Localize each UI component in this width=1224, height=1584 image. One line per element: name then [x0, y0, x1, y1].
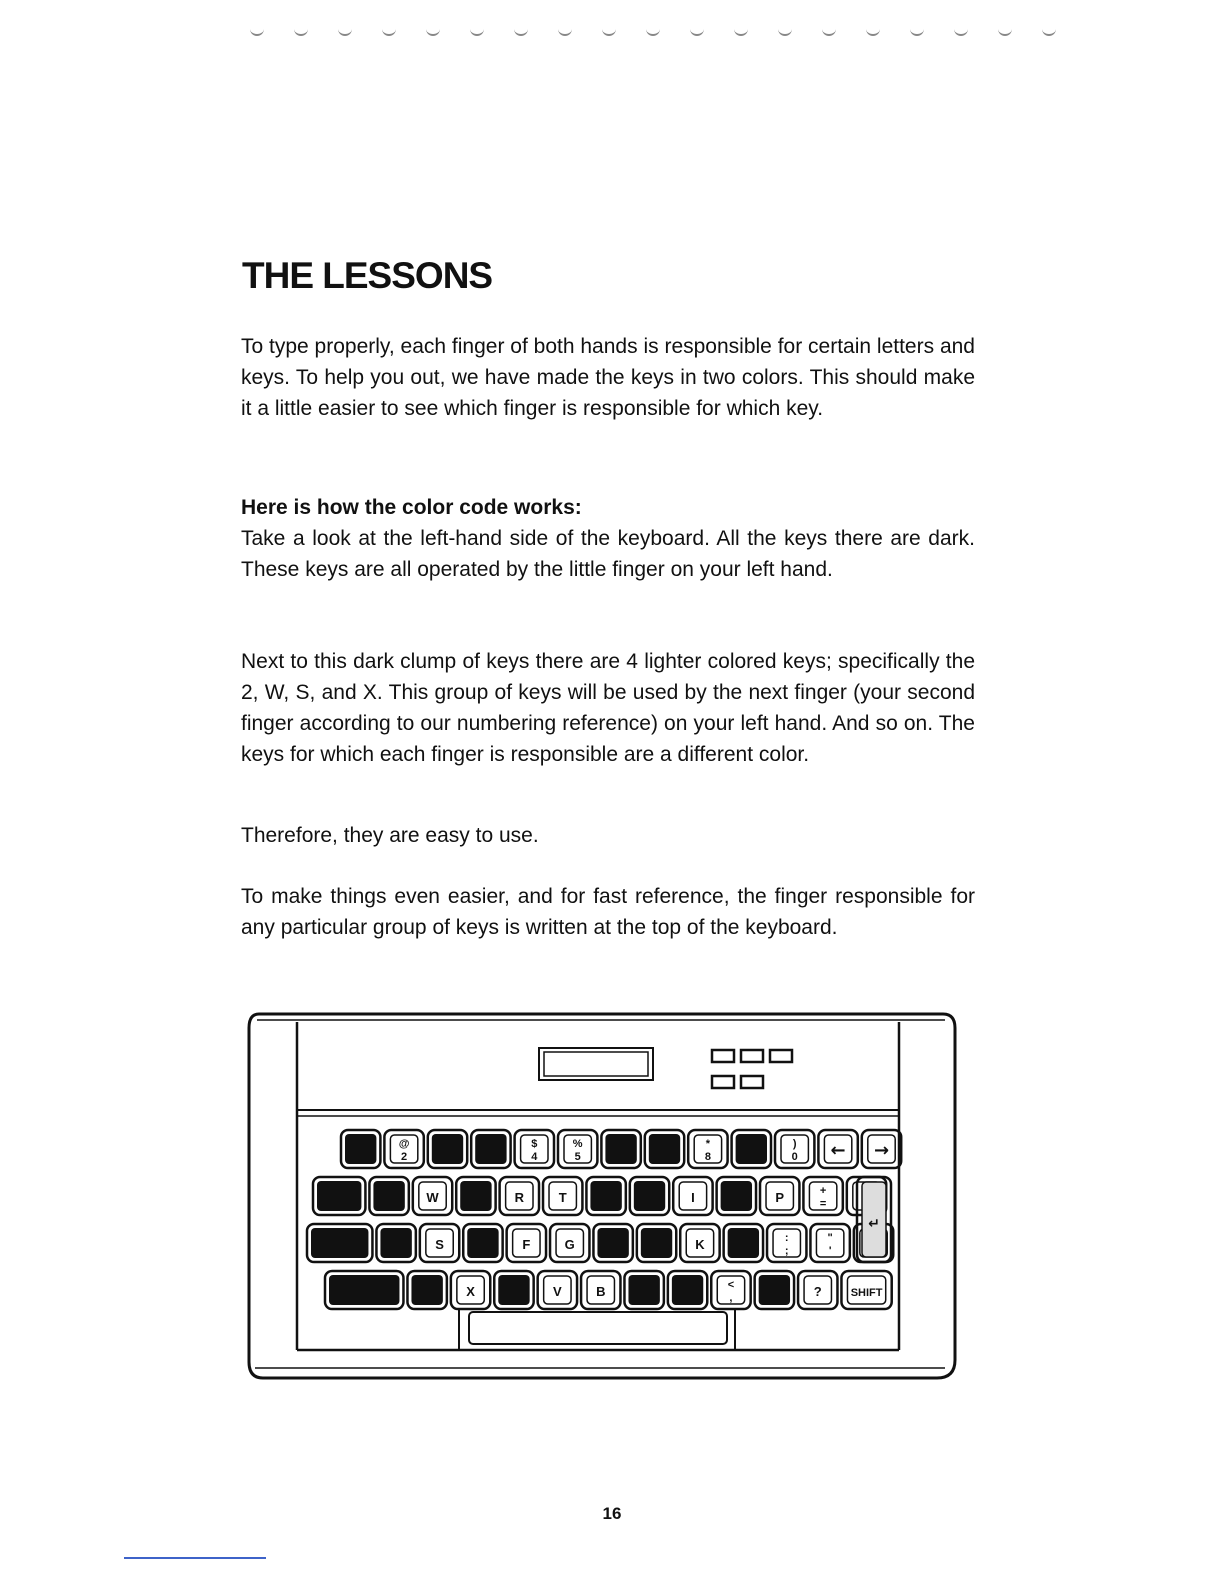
key-label: P	[775, 1190, 785, 1205]
light-key	[767, 1224, 806, 1262]
dark-key	[456, 1177, 495, 1215]
light-key	[550, 1224, 589, 1262]
return-key	[857, 1177, 891, 1262]
key-shift-label: %	[572, 1138, 583, 1150]
key-shift-label: *	[705, 1138, 711, 1150]
dark-key	[313, 1177, 365, 1215]
dark-key	[624, 1271, 663, 1309]
dark-key	[586, 1177, 625, 1215]
key-label: X	[466, 1284, 475, 1299]
perforation-mark	[1042, 28, 1056, 36]
key-label: K	[695, 1237, 705, 1252]
dark-key	[724, 1224, 763, 1262]
key-label: '	[828, 1245, 832, 1257]
paragraph-intro: To type properly, each finger of both hands is responsible for certain letters and keys. To help you out, we have made the keys in two colors. This should make it a little easier to see which finger is responsible for which key.	[241, 335, 975, 420]
perforation-mark	[954, 28, 968, 36]
perforation-marks	[250, 22, 1060, 42]
key-label: S	[435, 1237, 444, 1252]
perforation-mark	[382, 28, 396, 36]
key-label: 5	[574, 1151, 581, 1163]
key-label: B	[596, 1284, 606, 1299]
perforation-mark	[646, 28, 660, 36]
key-arrow: →	[873, 1140, 890, 1161]
dark-key	[471, 1130, 510, 1168]
key-shift-label: :	[784, 1232, 789, 1244]
light-key	[810, 1224, 849, 1262]
light-key	[558, 1130, 597, 1168]
dark-key	[369, 1177, 408, 1215]
perforation-mark	[734, 28, 748, 36]
page-title: THE LESSONS	[242, 255, 493, 296]
light-key	[515, 1130, 554, 1168]
dark-key	[668, 1271, 707, 1309]
perforation-mark	[294, 28, 308, 36]
key-shift-label: <	[727, 1279, 735, 1291]
light-key	[420, 1224, 459, 1262]
dark-key	[407, 1271, 446, 1309]
key-label: 0	[791, 1151, 798, 1163]
dark-key	[428, 1130, 467, 1168]
light-key	[818, 1130, 857, 1168]
dark-key	[717, 1177, 756, 1215]
light-key	[798, 1271, 837, 1309]
light-key	[711, 1271, 750, 1309]
perforation-mark	[558, 28, 572, 36]
page-number: 16	[602, 1504, 622, 1523]
paragraph-reference: To make things even easier, and for fast reference, the finger responsible for any particular group of keys is written at the top of the keyboard.	[241, 885, 975, 939]
key-shift-label: $	[531, 1138, 538, 1150]
perforation-mark	[910, 28, 924, 36]
key-label: G	[564, 1237, 575, 1252]
dark-key	[637, 1224, 676, 1262]
perforation-mark	[426, 28, 440, 36]
perforation-mark	[514, 28, 528, 36]
key-label: R	[514, 1190, 525, 1205]
key-label: V	[553, 1284, 562, 1299]
key-grid	[307, 1130, 901, 1309]
key-label: I	[691, 1190, 695, 1205]
key-label: ?	[813, 1284, 822, 1299]
light-key	[688, 1130, 727, 1168]
footer-rule	[124, 1557, 266, 1559]
light-key	[451, 1271, 490, 1309]
light-key	[500, 1177, 539, 1215]
dark-key	[755, 1271, 794, 1309]
dark-key	[463, 1224, 502, 1262]
key-label: ;	[784, 1245, 789, 1257]
light-key	[841, 1271, 891, 1309]
key-label: F	[522, 1237, 531, 1252]
paragraph-lighter-keys: Next to this dark clump of keys there are 4 lighter colored keys; specifically the 2, W, S, and X. This group of keys will be used by the next finger (your second finger according to our numbering reference) on your left hand. And so on. The keys for which each finger is responsible are a different color.	[241, 650, 975, 766]
dark-key	[630, 1177, 669, 1215]
light-key	[803, 1177, 842, 1215]
key-label: 4	[531, 1151, 538, 1163]
key-label: SHIFT	[850, 1287, 883, 1299]
light-key	[543, 1177, 582, 1215]
dark-key	[601, 1130, 640, 1168]
perforation-mark	[998, 28, 1012, 36]
perforation-mark	[338, 28, 352, 36]
key-label: 8	[704, 1151, 711, 1163]
key-shift-label: +	[819, 1185, 827, 1197]
dark-key	[307, 1224, 372, 1262]
light-key	[384, 1130, 423, 1168]
perforation-mark	[470, 28, 484, 36]
light-key	[538, 1271, 577, 1309]
dark-key	[645, 1130, 684, 1168]
dark-key	[376, 1224, 415, 1262]
key-shift-label: "	[827, 1232, 833, 1244]
light-key	[581, 1271, 620, 1309]
paragraph-easy: Therefore, they are easy to use.	[241, 824, 539, 847]
light-key	[680, 1224, 719, 1262]
dark-key	[494, 1271, 533, 1309]
color-code-heading: Here is how the color code works:	[241, 496, 582, 519]
key-label: 2	[401, 1151, 408, 1163]
dark-key	[732, 1130, 771, 1168]
paragraph-left-hand: Take a look at the left-hand side of the keyboard. All the keys there are dark. These keys are all operated by the little finger on your left hand.	[241, 527, 975, 581]
key-shift-label: )	[792, 1138, 797, 1150]
perforation-mark	[866, 28, 880, 36]
perforation-mark	[690, 28, 704, 36]
light-key	[760, 1177, 799, 1215]
light-key	[673, 1177, 712, 1215]
dark-key	[341, 1130, 380, 1168]
key-label: =	[819, 1198, 827, 1210]
key-label: ,	[729, 1292, 733, 1304]
key-arrow: ←	[830, 1140, 846, 1161]
dark-key	[325, 1271, 403, 1309]
return-arrow-icon: ↵	[868, 1216, 880, 1232]
perforation-mark	[822, 28, 836, 36]
perforation-mark	[602, 28, 616, 36]
keyboard-illustration	[245, 1010, 957, 1382]
key-shift-label: @	[398, 1138, 410, 1150]
key-label: W	[426, 1190, 439, 1205]
perforation-mark	[250, 28, 264, 36]
dark-key	[593, 1224, 632, 1262]
light-key	[413, 1177, 452, 1215]
light-key	[775, 1130, 814, 1168]
light-key	[507, 1224, 546, 1262]
light-key	[862, 1130, 901, 1168]
perforation-mark	[778, 28, 792, 36]
key-label: T	[558, 1190, 567, 1205]
